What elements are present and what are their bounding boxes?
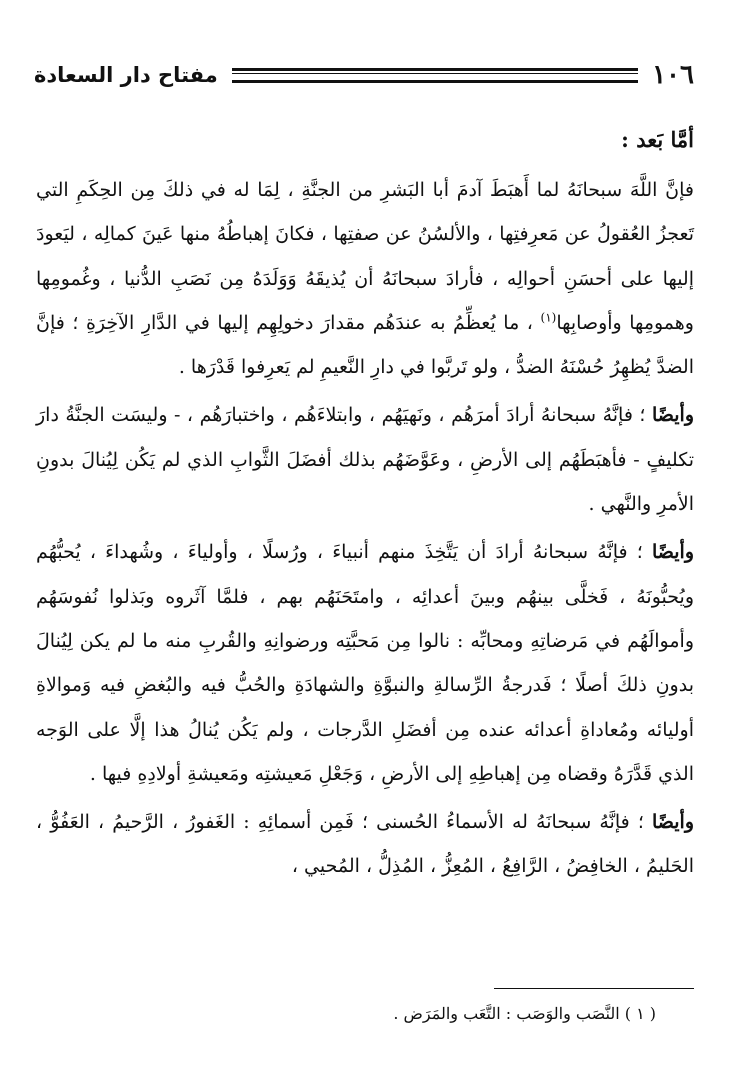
paragraph-text: ؛ فإنَّهُ سبحانَهُ له الأسماءُ الحُسنى ؛ فَمِن أسمائِهِ : الغَفورُ ، الرَّحيمُ ، العَفُوُّ ، الحَليمُ ، الخافِضُ ، الرَّافِعُ ، المُعِزُّ ، المُذِلُّ ، المُحيي ،: [36, 811, 694, 878]
paragraph-lead: وأيضًا: [651, 811, 694, 834]
paragraph-text: ؛ فإنَّهُ سبحانهُ أرادَ أمرَهُم ، ونَهيَهُم ، وابتلاءَهُم ، واختبارَهُم ، - وليسَت الجنَّةُ دارَ تكليفٍ - فأهبَطَهُم إلى الأرضِ ، وعَوَّضَهُم بذلك أفضَلَ الثَّوابِ الذي لم يَكُن لِيُنالَ بدونِ الأمرِ والنَّهي .: [36, 404, 694, 516]
running-header: [34, 58, 694, 92]
paragraph-1: [36, 168, 694, 389]
footnote-marker: (١): [540, 310, 557, 325]
paragraph-2: [36, 393, 694, 526]
section-heading: أمَّا بَعد :: [621, 127, 694, 152]
paragraph-text: ؛ فإنَّهُ سبحانهُ أرادَ أن يَتَّخِذَ منهم أنبياءَ ، ورُسلًا ، وأولياءَ ، وشُهداءَ ، يُحبُّهُم ويُحبُّونَهُ ، فَخلَّى بينهُم وبينَ أعدائِه ، وامتَحَنَهُم بهم ، فلمَّا آثَروه وبَذلوا نُفوسَهُم وأموالَهُم في مَرضاتِهِ ومحابِّه : نالوا مِن مَحبَّتِه ورضوانِهِ والقُربِ منه ما لم يكن لِيُنالَ بدونِ ذلكَ أصلًا ؛ فَدرجةُ الرِّسالةِ والنبوَّةِ والشهادَةِ والحُبُّ فيه والبُغضِ فيه وَموالاةِ أوليائه ومُعاداةِ أعدائه عنده مِن أفضَلِ الدَّرجات ، ولم يَكُن يُنالُ هذا إلَّا على الوَجه الذي قَدَّرَهُ وقضاه مِن إهباطِهِ إلى الأرضِ ، وَجَعْلِ مَعيشتِه ومَعيشةِ أولادِهِ فيها .: [36, 541, 694, 785]
paragraph-text: فإنَّ اللَّهَ سبحانَهُ لما أَهبَطَ آدمَ أبا البَشرِ من الجنَّةِ ، لِمَا له في ذلكَ مِن الحِكَمِ التي تَعجزُ العُقولُ عن مَعرِفتِها ، والألسُنُ عن صفتِها ، فكانَ إهباطُهُ منها عَينَ كمالِه ، ليَعودَ إليها على أحسَنِ أحوالِه ، فأرادَ سبحانَهُ أن يُذيقَهُ وَوَلَدَهُ مِن نَصَبِ الدُّنيا ، وغُمومِها وهمومِها وأوصابِها: [36, 179, 694, 334]
page-number: ١٠٦: [652, 60, 694, 90]
paragraph-3: [36, 530, 694, 796]
footnote-divider: [494, 988, 694, 989]
paragraph-4: [36, 800, 694, 889]
header-rule: [232, 68, 638, 83]
paragraph-text-tail: ، ما يُعظِّمُ به عندَهُم مقدارَ دخولِهِم إليها في الدَّارِ الآخِرَةِ ؛ فإنَّ الضدَّ يُظهِرُ حُسْنَهُ الضدُّ ، ولو تَربَّوا في دارِ النَّعيمِ لم يَعرِفوا قَدْرَها .: [36, 311, 694, 379]
page-body: [36, 118, 694, 889]
paragraph-lead: وأيضًا: [651, 404, 694, 427]
footnote: ( ١ ) النَّصَب والوَصَب : التَّعَب والمَرَض .: [393, 1004, 656, 1023]
book-title: مفتاح دار السعادة: [34, 63, 218, 87]
paragraph-lead: وأيضًا: [651, 541, 694, 564]
